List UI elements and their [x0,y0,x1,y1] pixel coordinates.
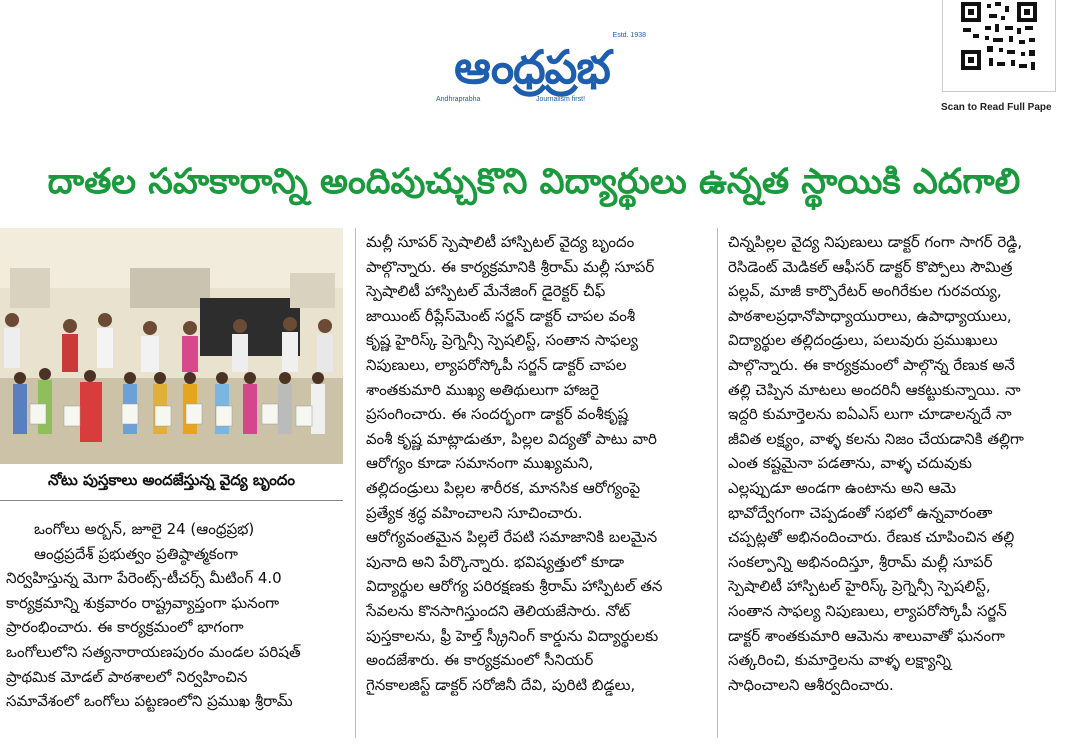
article-line: ఆరోగ్యం కూడా సమానంగా ముఖ్యమని, [366,454,594,473]
article-column-2 [366,230,706,697]
article-line: ఒంగోలులోని సత్యనారాయణపురం మండల పరిషత్ [6,642,301,661]
article-line: ఆంధ్రప్రదేశ్ ప్రభుత్వం ప్రతిష్ఠాత్మకంగా [34,544,238,563]
article-line: చప్పట్లతో అభినందించారు. రేణుక చూపించిన తల్లి [728,528,1015,547]
photo-illustration [0,228,343,464]
article-column-3 [728,230,1068,697]
photo-caption: నోటు పుస్తకాలు అందజేస్తున్న వైద్య బృందం [0,464,343,501]
qr-code-frame [942,0,1056,92]
logo-subtitle-right: Journalism first! [536,96,586,103]
article-column-1 [6,517,343,714]
article-line: కార్యక్రమాన్ని శుక్రవారం రాష్ట్రవ్యాప్తంగా ఘనంగా [6,593,280,612]
article-line: సంకల్పాన్ని అభినందిస్తూ, శ్రీరామ్ మల్లీ సూపర్ [728,552,993,571]
article-line: సమావేశంలో ఒంగోలు పట్టణంలోని ప్రముఖ శ్రీరామ్ [6,692,293,711]
article-line: సేవలను కొనసాగిస్తుందని తెలియజేసారు. నోట్ [366,601,631,620]
article-line: సత్కరించి, కుమార్తెలను వాళ్ళ లక్ష్యాన్ని [728,651,952,670]
article-line: తల్లి చెప్పిన మాటలు అందరినీ ఆకట్టుకున్నాయి. నా [728,380,1021,399]
article-line: పుస్తకాలను, ఫ్రీ హెల్త్ స్క్రీనింగ్ కార్డును విద్యార్థులకు [366,626,659,645]
article-line: పాల్గొన్నారు. ఈ కార్యక్రమంలో పాల్గొన్న రేణుక అనే [728,355,1015,374]
article-line: ప్రాథమిక మోడల్ పాఠశాలలో నిర్వహించిన [6,667,248,686]
article-line: మల్లీ సూపర్ స్పెషాలిటీ హాస్పిటల్ వైద్య బృందం [366,233,635,251]
article-line: ఎంత కష్టమైనా పడతాను, వాళ్ళ చదువుకు [728,454,972,473]
article-line: పాల్గొన్నారు. ఈ కార్యక్రమానికి శ్రీరామ్ మల్లీ సూపర్ [366,257,655,276]
article-line: డాక్టర్ శాంతకుమారి ఆమెను శాలువాతో ఘనంగా [728,626,1005,645]
article-line: కృష్ణ హైరిస్క్ ప్రెగ్నెన్సీ స్పెషలిస్ట్, సంతాన సాఫల్య [366,331,639,350]
article-line: స్పెషాలిటీ హాస్పిటల్ మేనేజింగ్ డైరెక్టర్ చీఫ్ [366,282,606,301]
article-line: వంశీ కృష్ణ మాట్లాడుతూ, పిల్లల విద్యతో పాటు వారి [366,429,657,448]
article-line: జాయింట్ రీప్లేస్‌మెంట్ సర్జన్ డాక్టర్ చాపల వంశీ [366,306,636,325]
article-line: పల్లవ్, మాజీ కార్పొరేటర్ అంగిరేకుల గురవయ్య, [728,282,1002,301]
article-line: విద్యార్థుల ఆరోగ్య పరిరక్షణకు శ్రీరామ్ హాస్పిటల్ తన [366,577,663,596]
masthead-logo [414,34,650,110]
qr-code-icon [959,0,1039,72]
article-photo [0,228,343,464]
article-line: ప్రసంగించారు. ఈ సందర్భంగా డాక్టర్ వంశీకృష్ణ [366,405,629,424]
scan-to-read-label: Scan to Read Full Pape [941,102,1052,113]
article-line: సంతాన సాఫల్య నిపుణులు, ల్యాపరోస్కోపీ సర్జన్ [728,601,1007,620]
article-line: గైనకాలజిస్ట్ డాక్టర్ సరోజినీ దేవి, పురిటి బిడ్డలు, [366,675,636,694]
article-line: నిపుణులు, ల్యాపరోస్కోపీ సర్జన్ డాక్టర్ చాపల [366,355,627,374]
article-line: ఇద్దరి కుమార్తెలను ఐఏఎస్ లుగా చూడాలన్నదే నా [728,405,1012,424]
column-divider [717,228,718,738]
article-line: నిర్వహిస్తున్న మెగా పేరెంట్స్-టీచర్స్ మీటింగ్ 4.0 [6,569,282,588]
article-line: జీవిత లక్ష్యం, వాళ్ళ కలను నిజం చేయడానికి తల్లిగా [728,429,1024,448]
article-line: సాధించాలని ఆశీర్వదించారు. [728,675,894,694]
article-headline: దాతల సహకారాన్ని అందిపుచ్చుకొని విద్యార్థులు ఉన్నత స్థాయికి ఎదగాలి [47,162,1021,202]
article-line: అందజేశారు. ఈ కార్యక్రమంలో సీనియర్ [366,651,594,670]
article-line: పాఠశాలప్రధానోపాధ్యాయురాలు, ఉపాధ్యాయులు, [728,306,1012,325]
article-line: భావోద్వేగంగా చెప్పడంతో సభలో ఉన్నవారంతా [728,503,993,522]
article-line: ఆరోగ్యవంతమైన పిల్లలే రేపటి సమాజానికి బలమైన [366,528,658,547]
article-line: ఎల్లప్పుడూ అండగా ఉంటాను అని ఆమె [728,478,957,497]
article-line: తల్లిదండ్రులు పిల్లల శారీరక, మానసిక ఆరోగ్యంపై [366,478,641,497]
estd-label: Estd. 1938 [612,32,646,39]
article-dateline: ఒంగోలు అర్బన్, జూలై 24 (ఆంధ్రప్రభ) [34,520,255,538]
article-line: స్పెషాలిటీ హాస్పిటల్ హైరిస్క్ ప్రెగ్నెన్సీ స్పెషలిస్ట్, [728,577,991,596]
column-divider [355,228,356,738]
article-line: పునాది అని పేర్కొన్నారు. భవిష్యత్తులో కూడా [366,552,625,571]
article-line: ప్రారంభించారు. ఈ కార్యక్రమంలో భాగంగా [6,618,244,637]
article-line: రెసిడెంట్ మెడికల్ ఆఫీసర్ డాక్టర్ కొప్పోలు సౌమిత్ర [728,257,1013,276]
logo-subtitle-left: Andhraprabha [436,96,481,103]
article-line: శాంతకుమారి ముఖ్య అతిథులుగా హాజరై [366,380,599,399]
article-line: విద్యార్థుల తల్లిదండ్రులు, పలువురు ప్రముఖులు [728,331,998,350]
logo-wordmark: ఆంధ్రప్రభ [454,40,610,94]
article-line: ప్రత్యేక శ్రద్ధ వహించాలని సూచించారు. [366,503,583,522]
article-line: చిన్నపిల్లల వైద్య నిపుణులు డాక్టర్ గంగా సాగర్ రెడ్డి, [728,233,1023,251]
